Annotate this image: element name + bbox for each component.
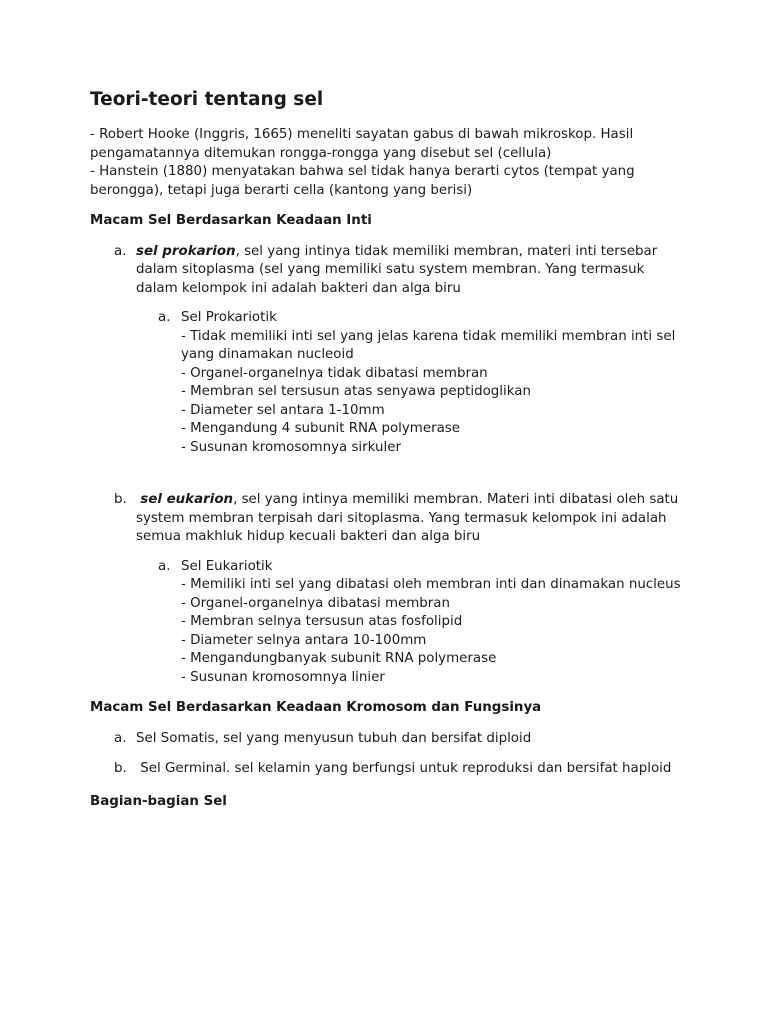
sublist-line: - Diameter sel antara 1-10mm (181, 402, 385, 418)
list-item-text (136, 243, 690, 299)
section-heading-kromosom: Macam Sel Berdasarkan Keadaan Kromosom dan Fungsinya (90, 700, 542, 715)
intro-line: - Hanstein (1880) menyatakan bahwa sel tidak hanya berarti cytos (tempat yang berongga), tetapi juga berarti cella (kantong yang berisi) (90, 164, 635, 198)
sublist-prokariotik (90, 309, 690, 457)
term-prokarion: sel prokarion (136, 243, 236, 259)
list-item-prokarion (90, 243, 690, 458)
document-page (90, 88, 690, 823)
intro-paragraph (90, 126, 690, 200)
sublist-title: Sel Prokariotik (181, 310, 277, 325)
section-heading-bagian-sel: Bagian-bagian Sel (90, 793, 227, 809)
sublist-line: - Membran sel tersusun atas senyawa peptidoglikan (181, 384, 531, 399)
definition-text: , sel yang intinya memiliki membran. Materi inti dibatasi oleh satu system membran terpisah dari sitoplasma. Yang termasuk kelompok ini adalah semua makhluk hidup kecuali bakteri dan alga biru (136, 492, 679, 544)
section-heading-keadaan-inti: Macam Sel Berdasarkan Keadaan Inti (90, 213, 372, 228)
definition-text: , sel yang intinya tidak memiliki membran, materi inti tersebar dalam sitoplasma (sel yang memiliki satu system membran. Yang termasuk dalam kelompok ini adalah bakteri dan alga biru (136, 243, 658, 296)
sublist-line: - Membran selnya tersusun atas fosfolipid (181, 614, 463, 629)
sublist-line: - Memiliki inti sel yang dibatasi oleh membran inti dan dinamakan nucleus (181, 577, 681, 592)
sublist-line: - Susunan kromosomnya linier (181, 669, 385, 685)
sublist-line: - Susunan kromosomnya sirkuler (181, 439, 401, 455)
list-marker: a. (158, 310, 171, 325)
sublist-line: - Tidak memiliki inti sel yang jelas karena tidak memiliki membran inti sel yang dinamakan nucleoid (181, 328, 676, 362)
list-item-text (136, 491, 690, 547)
intro-line: - Robert Hooke (Inggris, 1665) meneliti sayatan gabus di bawah mikroskop. Hasil pengamatannya ditemukan rongga-rongga yang disebut sel (cellula) (90, 127, 634, 161)
list-marker: a. (114, 730, 127, 746)
sublist-eukariotik (90, 558, 690, 688)
sublist-title: Sel Eukariotik (181, 558, 273, 574)
list-item-text: Sel Somatis, sel yang menyusun tubuh dan bersifat diploid (136, 730, 532, 746)
list-item-text (136, 760, 690, 779)
list-item-somatis (90, 730, 690, 749)
list-marker: a. (158, 558, 171, 574)
term-eukarion: sel eukarion (140, 492, 234, 507)
list-marker: b. (114, 761, 127, 776)
germinal-text: Sel Germinal. sel kelamin yang berfungsi untuk reproduksi dan bersifat haploid (140, 761, 672, 776)
list-item-eukarion (90, 491, 690, 687)
sublist-line: - Diameter selnya antara 10-100mm (181, 632, 427, 648)
sublist-line: - Mengandung 4 subunit RNA polymerase (181, 421, 461, 436)
sublist-line: - Organel-organelnya tidak dibatasi membran (181, 365, 488, 381)
page-title: Teori-teori tentang sel (90, 89, 324, 110)
sublist-line: - Mengandungbanyak subunit RNA polymerase (181, 651, 497, 666)
spacer (90, 467, 690, 491)
list-marker: b. (114, 492, 127, 507)
sublist-line: - Organel-organelnya dibatasi membran (181, 595, 450, 611)
list-marker: a. (114, 243, 127, 259)
list-item-germinal (90, 760, 690, 779)
